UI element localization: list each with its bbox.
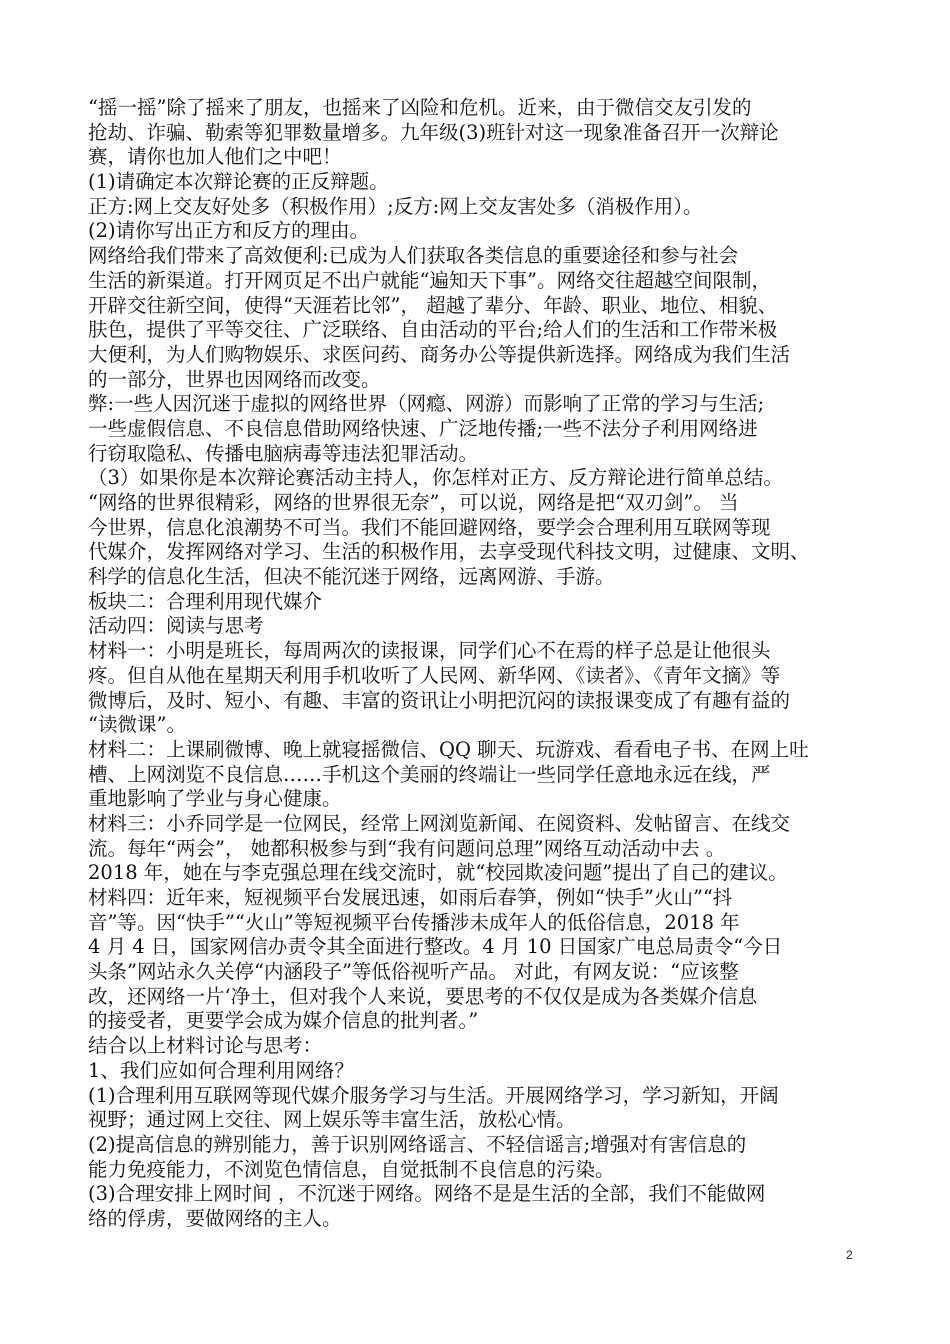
text-line: 微博后，及时、短小、有趣、丰富的资讯让小明把沉闷的读报课变成了有趣有益的 [88, 688, 791, 712]
text-line: 改，还网络一片‘净土，但对我个人来说，要思考的不仅仅是成为各类媒介信息 [88, 984, 758, 1008]
text-line: 开辟交往新空间，使得“天涯若比邻”， 超越了辈分、年龄、职业、地位、相貌、 [88, 293, 778, 317]
document-body [88, 96, 863, 1232]
text-line: 代媒介，发挥网络对学习、生活的积极作用，去享受现代科技文明，过健康、文明、 [88, 540, 810, 564]
text-line: 疼。但自从他在星期天利用手机收听了人民网、新华网、《读者》、《青年文摘》等 [88, 663, 781, 687]
text-line: 音”等。因“快手”“火山”等短视频平台传播涉未成年人的低俗信息，2018 年 [88, 910, 740, 934]
text-line: （3）如果你是本次辩论赛活动主持人，你怎样对正方、反方辩论进行简单总结。 [88, 466, 783, 490]
text-line: 结合以上材料讨论与思考： [88, 1034, 323, 1058]
text-line: 抢劫、诈骗、勒索等犯罪数量增多。九年级(3)班针对这一现象准备召开一次辩论 [88, 120, 779, 144]
text-line: 弊:一些人因沉迷于虚拟的网络世界（网瘾、网游）而影响了正常的学习与生活; [88, 392, 765, 416]
text-line: 生活的新渠道。打开网页足不出户就能“遍知天下事”。网络交往超越空间限制， [88, 268, 771, 292]
text-line: 材料四：近年来，短视频平台发展迅速，如雨后春笋，例如“快手”火山”“抖 [88, 886, 733, 909]
text-line: (3)合理安排上网时间 ，不沉迷于网络。网络不是是生活的全部，我们不能做网 [88, 1182, 766, 1206]
text-line: 能力免疫能力，不浏览色情信息，自觉抵制不良信息的污染。 [88, 1157, 615, 1181]
text-line: 今世界，信息化浪潮势不可当。我们不能回避网络，要学会合理利用互联网等现 [88, 515, 771, 539]
text-line: 流。每年“两会”， 她都积极参与到“我有问题问总理”网络互动活动中去 。 [88, 836, 726, 860]
text-line: (1)请确定本次辩论赛的正反辩题。 [88, 170, 389, 194]
text-line: 4 月 4 日，国家网信办责令其全面进行整改。4 月 10 日国家广电总局责令“今日 [88, 935, 783, 959]
text-line: “网络的世界很精彩，网络的世界很无奈”，可以说，网络是把“双刃剑”。 当 [88, 491, 739, 514]
text-line: 科学的信息化生活，但决不能沉迷于网络，远离网游、手游。 [88, 565, 615, 589]
text-line: “读微课”。 [88, 713, 186, 737]
text-line: (1)合理利用互联网等现代媒介服务学习与生活。开展网络学习，学习新知，开阔 [88, 1083, 779, 1107]
text-line: 大便利，为人们购物娱乐、求医问药、商务办公等提供新选择。网络成为我们生活 [88, 342, 791, 366]
text-line: 材料一：小明是班长，每周两次的读报课，同学们心不在焉的样子总是让他很头 [88, 639, 771, 663]
text-line: 板块二：合理利用现代媒介 [88, 589, 323, 613]
text-line: 1、我们应如何合理利用网络？ [88, 1058, 354, 1082]
text-line: 重地影响了学业与身心健康。 [88, 787, 342, 811]
text-line: 络的俘虏，要做网络的主人。 [88, 1206, 342, 1230]
text-line: 视野；通过网上交往、网上娱乐等丰富生活，放松心情。 [88, 1108, 576, 1132]
text-line: 的接受者，更要学会成为媒介信息的批判者。” [88, 1009, 479, 1033]
text-line: 一些虚假信息、不良信息借助网络快速、广泛地传播;一些不法分子利用网络进 [88, 416, 758, 440]
text-line: 肤色，提供了平等交往、广泛联络、自由活动的平台;给人们的生活和工作带米极 [88, 318, 778, 342]
page-number: 2 [846, 1248, 853, 1262]
text-line: 活动四：阅读与思考 [88, 614, 264, 638]
text-line: 材料二：上课刷微博、晚上就寝摇微信、QQ 聊天、玩游戏、看看电子书、在网上吐 [88, 737, 809, 761]
text-line: 网络给我们带来了高效便利:已成为人们获取各类信息的重要途径和参与社会 [88, 244, 739, 268]
text-line: (2)请你写出正方和反方的理由。 [88, 219, 370, 243]
text-line: “摇一摇”除了摇来了朋友，也摇来了凶险和危机。近来，由于微信交友引发的 [88, 96, 752, 119]
text-line: 头条”网站永久关停“内涵段子”等低俗视听产品。 对此，有网友说：“应该整 [88, 960, 739, 984]
text-line: (2)提高信息的辨别能力，善于识别网络谣言、不轻信谣言;增强对有害信息的 [88, 1132, 747, 1156]
text-line: 材料三：小乔同学是一位网民，经常上网浏览新闻、在阅资料、发帖留言、在线交 [88, 811, 791, 835]
text-line: 赛，请你也加人他们之中吧！ [88, 145, 342, 169]
text-line: 2018 年，她在与李克强总理在线交流时，就“校园欺凌问题”提出了自己的建议。 [88, 861, 788, 885]
text-line: 行窃取隐私、传播电脑病毒等违法犯罪活动。 [88, 441, 479, 465]
text-line: 槽、上网浏览不良信息……手机这个美丽的终端让一些同学任意地永远在线，严 [88, 762, 771, 786]
text-line: 正方:网上交友好处多（积极作用）;反方:网上交友害处多（消极作用）。 [88, 194, 703, 218]
text-line: 的一部分，世界也因网络而改变。 [88, 367, 381, 391]
